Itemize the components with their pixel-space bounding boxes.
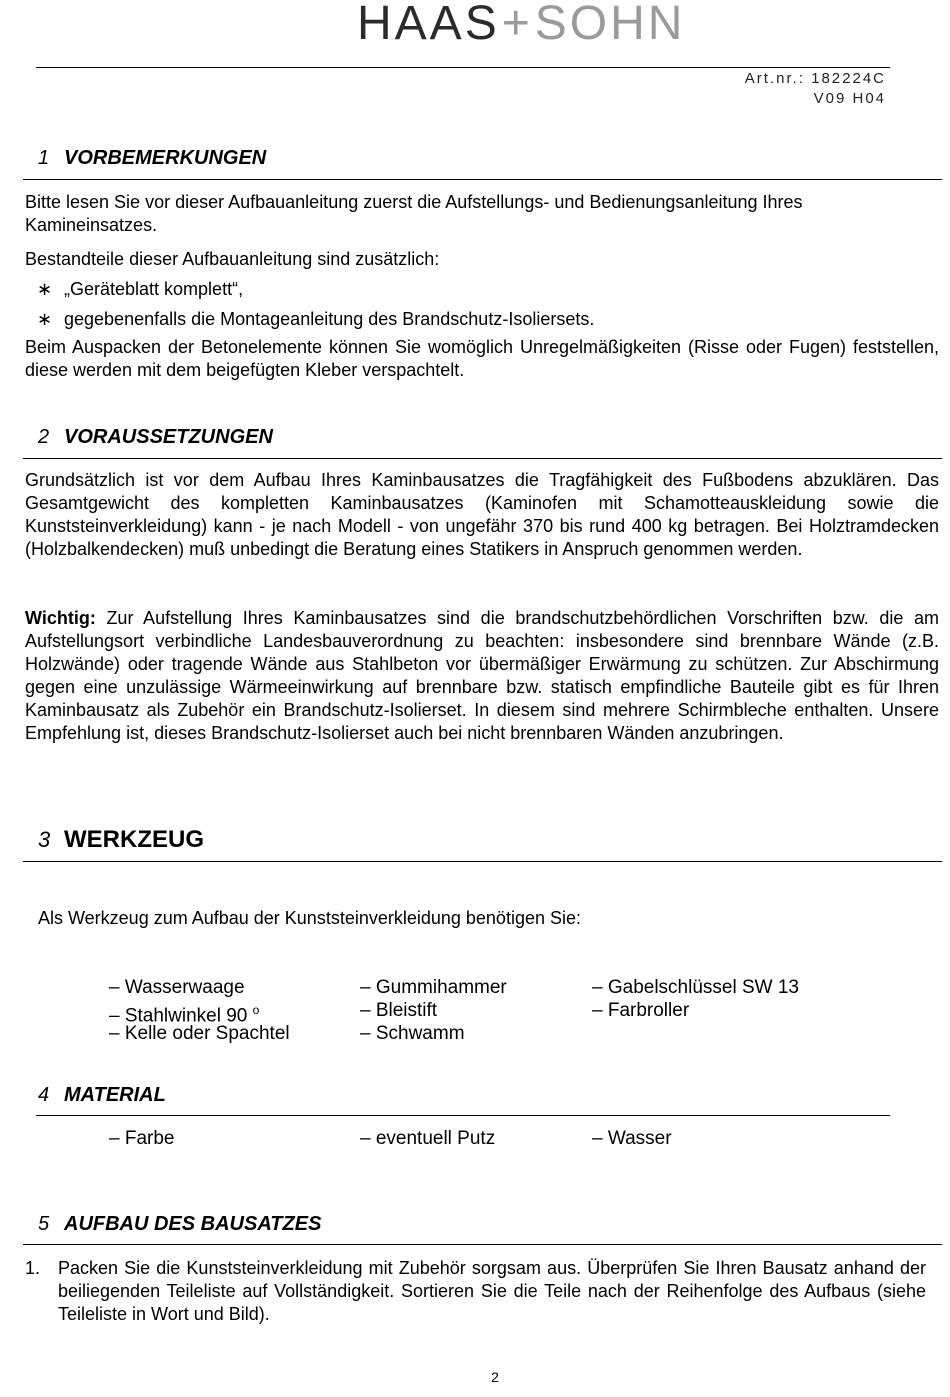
section-2-paragraph-1: Grundsätzlich ist vor dem Aufbau Ihres Kaminbausatzes die Tragfähigkeit des Fußbodens abzuklären. Das Gesamtgewicht des kompletten Kaminbausatzes (Kaminofen mit Schamotteauskleidung sowie die Kunststeinverkleidung) kann - je nach Modell - von ungefähr 370 bis rund 400 kg betragen. Bei Holztramdecken (Holzbalkendecken) muß unbedingt die Beratung eines Statikers in Anspruch genommen werden. xyxy=(25,470,939,559)
header-rule xyxy=(36,67,890,68)
section-5-rule xyxy=(23,1244,942,1245)
section-2-important xyxy=(25,607,939,745)
section-1-paragraph-3: Beim Auspacken der Betonelemente können Sie womöglich Unregelmäßigkeiten (Risse oder Fugen) feststellen, diese werden mit dem beigefügten Kleber verspachtelt. xyxy=(25,337,939,380)
tool-kelle: – Kelle oder Spachtel xyxy=(109,1023,290,1044)
section-1-bullet-2 xyxy=(37,308,917,331)
section-1-title: VORBEMERKUNGEN xyxy=(64,147,267,169)
section-3-rule xyxy=(23,861,942,862)
section-1-paragraph-2: Bestandteile dieser Aufbauanleitung sind zusätzlich: xyxy=(25,249,440,269)
tool-stahlwinkel: – Stahlwinkel 90 $^o$ xyxy=(109,1003,260,1027)
section-5-number: 5 xyxy=(38,1213,50,1235)
section-3-number: 3 xyxy=(38,827,51,852)
section-3-heading xyxy=(38,826,204,854)
bullet-text: „Geräteblatt komplett“, xyxy=(64,279,244,299)
section-5-title: AUFBAU DES BAUSATZES xyxy=(64,1213,322,1235)
section-3-intro: Als Werkzeug zum Aufbau der Kunststeinverkleidung benötigen Sie: xyxy=(38,908,581,928)
degree-symbol: o xyxy=(252,1003,260,1017)
section-1-heading xyxy=(38,147,266,170)
step-1-text: Packen Sie die Kunststeinverkleidung mit Zubehör sorgsam aus. Überprüfen Sie Ihren Bausatz anhand der beiliegenden Teileliste auf Vollständigkeit. Sortieren Sie die Teile nach der Reihenfolge des Aufbaus (siehe Teileliste in Wort und Bild). xyxy=(58,1258,926,1324)
page-number: 2 xyxy=(491,1369,499,1385)
tool-bleistift: – Bleistift xyxy=(360,1000,438,1021)
section-1-bullet-1 xyxy=(37,278,917,301)
important-text: Zur Aufstellung Ihres Kaminbausatzes sind die brandschutzbehördlichen Vorschriften bzw. die am Aufstellungsort verbindliche Landesbauverordnung zu beachten: insbesondere sind brennbare Wände (z.B. Holzwände) oder tragende Wände aus Stahlbeton vor übermäßiger Erwärmung zu schützen. Zur Abschirmung gegen eine unzulässige Wärmeeinwirkung auf brennbare bzw. statisch empfindliche Bauteile gibt es für Ihren Kaminbausatz als Zubehör ein Brandschutz-Isolierset. In diesem sind mehrere Schirmbleche enthalten. Unsere Empfehlung ist, dieses Brandschutz-Isolierset auch bei nicht brennbaren Wänden anzubringen. xyxy=(25,608,939,743)
section-3-title: WERKZEUG xyxy=(64,826,204,853)
company-logo xyxy=(357,0,686,50)
material-wasser: – Wasser xyxy=(592,1128,672,1149)
important-label: Wichtig: xyxy=(25,608,96,628)
section-2-title: VORAUSSETZUNGEN xyxy=(64,426,273,448)
section-4-rule xyxy=(36,1115,890,1116)
bullet-star-icon: ∗ xyxy=(37,279,53,299)
tool-farbroller: – Farbroller xyxy=(592,1000,690,1021)
tool-gabelschluessel: – Gabelschlüssel SW 13 xyxy=(592,977,799,998)
section-2-heading xyxy=(38,426,273,449)
step-1-number: 1. xyxy=(25,1258,41,1278)
section-1-rule xyxy=(23,179,942,180)
tool-wasserwaage: – Wasserwaage xyxy=(109,977,245,998)
section-1-paragraph-1: Bitte lesen Sie vor dieser Aufbauanleitung zuerst die Aufstellungs- und Bedienungsanleitung Ihres Kamineinsatzes. xyxy=(25,192,803,235)
bullet-star-icon: ∗ xyxy=(37,309,53,329)
material-putz: – eventuell Putz xyxy=(360,1128,496,1149)
section-4-heading xyxy=(38,1084,166,1107)
section-4-number: 4 xyxy=(38,1084,50,1106)
section-2-rule xyxy=(23,458,942,459)
logo-word-haas: HAAS xyxy=(357,0,500,50)
section-4-title: MATERIAL xyxy=(64,1084,166,1106)
section-1-number: 1 xyxy=(38,147,50,169)
material-farbe: – Farbe xyxy=(109,1128,175,1149)
version-code: V09 H04 xyxy=(813,90,886,107)
section-2-number: 2 xyxy=(38,426,50,448)
tool-gummihammer: – Gummihammer xyxy=(360,977,507,998)
section-5-heading xyxy=(38,1213,321,1236)
bullet-text: gegebenenfalls die Montageanleitung des Brandschutz-Isoliersets. xyxy=(64,309,595,329)
logo-word-sohn: SOHN xyxy=(534,0,686,50)
tool-schwamm: – Schwamm xyxy=(360,1023,465,1044)
article-number: Art.nr.: 182224C xyxy=(744,70,886,87)
logo-plus: + xyxy=(501,0,533,50)
